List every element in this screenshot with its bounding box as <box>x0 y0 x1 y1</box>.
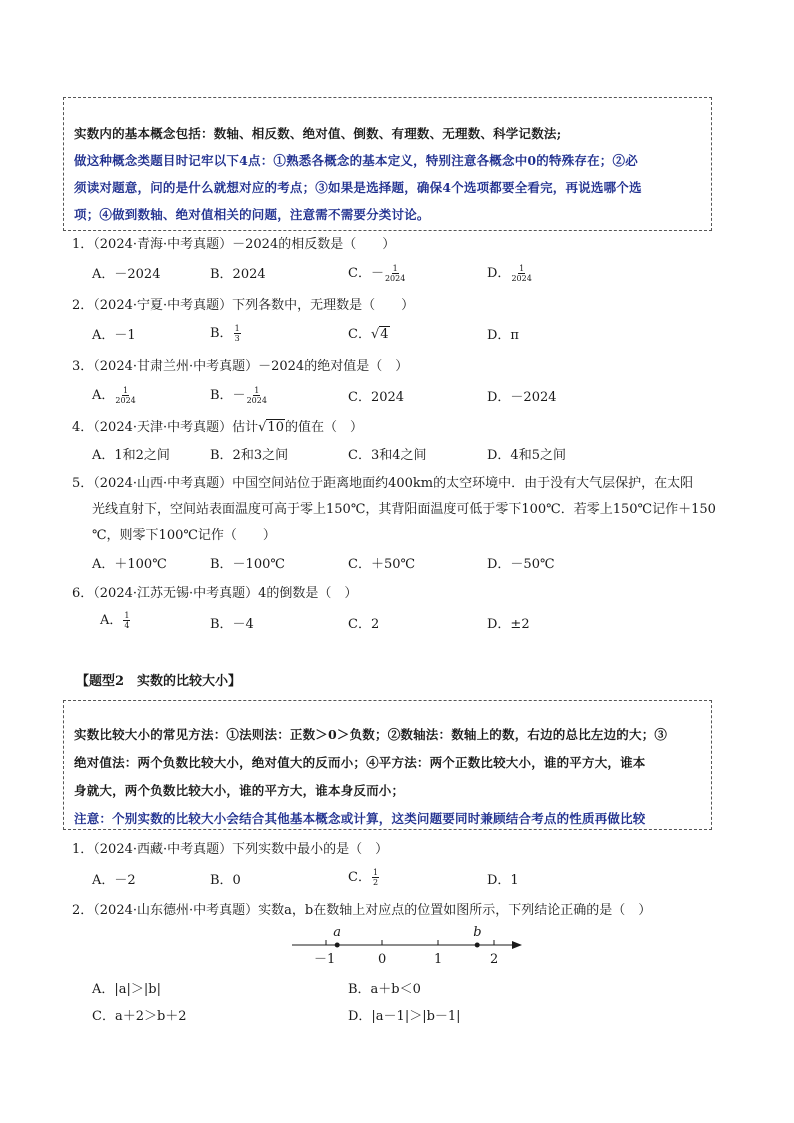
concept-tip-box <box>63 97 712 231</box>
q4-option-a[interactable]: A．1和2之间 <box>92 448 170 463</box>
s2q1-option-a[interactable]: A．－2 <box>92 873 136 888</box>
fraction: $\frac{1}{3}$ <box>234 324 240 343</box>
q3-option-c[interactable]: C．2024 <box>348 390 405 405</box>
fraction: $\frac{1}{2024}$ <box>511 264 532 283</box>
q6-option-a[interactable]: A． $\frac{1}{4}$ <box>100 611 130 630</box>
question-6-stem: 6．（2024·江苏无锡·中考真题）4的倒数是（ ） <box>72 586 358 601</box>
question-5-line-3: ℃，则零下100℃记作（ ） <box>92 528 276 543</box>
q4-option-c[interactable]: C．3和4之间 <box>348 448 427 463</box>
q1-option-c[interactable]: C．－ $\frac{1}{2024}$ <box>348 264 406 283</box>
question-5-line-2: 光线直射下，空间站表面温度可高于零上150℃，其背阳面温度可低于零下100℃．若零上150℃记作＋150 <box>92 502 716 517</box>
q5-option-b[interactable]: B．－100℃ <box>210 557 285 572</box>
s2q1-option-d[interactable]: D．1 <box>487 873 519 888</box>
s2q2-option-d[interactable]: D．|a－1|＞|b－1| <box>348 1009 461 1024</box>
arrow-icon <box>512 941 522 949</box>
q4-option-b[interactable]: B．2和3之间 <box>210 448 289 463</box>
s2q1-option-b[interactable]: B．0 <box>210 873 241 888</box>
q5-option-a[interactable]: A．＋100℃ <box>92 557 167 572</box>
sqrt-symbol: √4 <box>370 327 389 342</box>
tip-line-2: 绝对值法：两个负数比较大小，绝对值大的反而小；④平方法：两个正数比较大小，谁的平方大，谁本 <box>74 755 646 770</box>
point-a <box>335 943 340 948</box>
q3-option-a[interactable]: A． $\frac{1}{2024}$ <box>92 386 136 405</box>
point-b <box>475 943 480 948</box>
question-2-stem: 2．（2024·宁夏·中考真题）下列各数中，无理数是（ ） <box>72 298 415 313</box>
tick-label-m1: －1 <box>314 952 336 967</box>
tip-line-4: 项；④做到数轴、绝对值相关的问题，注意需不需要分类讨论。 <box>74 207 430 222</box>
q6-option-b[interactable]: B．－4 <box>210 617 254 632</box>
question-3-stem: 3．（2024·甘肃兰州·中考真题）－2024的绝对值是（ ） <box>72 359 409 374</box>
tick-label-1: 1 <box>434 952 443 967</box>
s2q2-option-b[interactable]: B．a＋b＜0 <box>348 982 421 997</box>
tip-line-1: 实数内的基本概念包括：数轴、相反数、绝对值、倒数、有理数、无理数、科学记数法; <box>74 126 562 141</box>
label-b: b <box>473 925 482 940</box>
q6-option-c[interactable]: C．2 <box>348 617 380 632</box>
sqrt-symbol: √10 <box>258 420 284 435</box>
tip-line-2: 做这种概念类题目时记牢以下4点：①熟悉各概念的基本定义，特别注意各概念中0的特殊存在；②必 <box>74 153 638 168</box>
s2q2-option-a[interactable]: A．|a|＞|b| <box>92 982 161 997</box>
fraction: $\frac{1}{2024}$ <box>246 386 267 405</box>
tip-line-1: 实数比较大小的常见方法：①法则法：正数＞0＞负数；②数轴法：数轴上的数，右边的总比左边的大；③ <box>74 727 668 742</box>
method-tip-box <box>63 700 712 830</box>
section-heading: 【题型2 实数的比较大小】 <box>76 674 242 689</box>
tip-line-3: 身就大，两个负数比较大小，谁的平方大，谁本身反而小； <box>74 783 405 798</box>
tip-line-3: 须读对题意，问的是什么就想对应的考点；③如果是选择题，确保4个选项都要全看完，再说选哪个选 <box>74 180 642 195</box>
s2q1-option-c[interactable]: C． $\frac{1}{2}$ <box>348 868 379 887</box>
tick-label-0: 0 <box>378 952 387 967</box>
q1-option-b[interactable]: B．2024 <box>210 267 266 282</box>
q3-option-b[interactable]: B．－ $\frac{1}{2024}$ <box>210 386 267 405</box>
fraction: $\frac{1}{2}$ <box>372 868 379 887</box>
q5-option-c[interactable]: C．＋50℃ <box>348 557 416 572</box>
fraction: $\frac{1}{4}$ <box>124 611 130 630</box>
q2-option-b[interactable]: B． $\frac{1}{3}$ <box>210 324 240 343</box>
tick-label-2: 2 <box>490 952 499 967</box>
question-s2-2-stem: 2．（2024·山东德州·中考真题）实数a，b在数轴上对应点的位置如图所示，下列结论正确的是（ ） <box>72 903 652 918</box>
tip-line-4: 注意：个别实数的比较大小会结合其他基本概念或计算，这类问题要同时兼顾结合考点的性质再做比较 <box>74 811 646 826</box>
q1-option-d[interactable]: D． $\frac{1}{2024}$ <box>487 264 532 283</box>
question-s2-1-stem: 1．（2024·西藏·中考真题）下列实数中最小的是（ ） <box>72 842 389 857</box>
q4-option-d[interactable]: D．4和5之间 <box>487 448 566 463</box>
question-5-line-1: 5．（2024·山西·中考真题）中国空间站位于距离地面约400km的太空环境中．由于没有大气层保护，在太阳 <box>72 476 694 491</box>
question-1-stem: 1．（2024·青海·中考真题）－2024的相反数是（ ） <box>72 237 396 252</box>
q6-option-d[interactable]: D．±2 <box>487 617 530 632</box>
fraction: $\frac{1}{2024}$ <box>115 386 136 405</box>
fraction: $\frac{1}{2024}$ <box>384 264 406 283</box>
q2-option-a[interactable]: A．－1 <box>92 328 136 343</box>
q2-option-d[interactable]: D．π <box>487 328 519 343</box>
q2-option-c[interactable]: C．√4 <box>348 327 389 342</box>
q3-option-d[interactable]: D．－2024 <box>487 390 557 405</box>
number-line-figure <box>290 925 530 969</box>
label-a: a <box>333 925 341 940</box>
s2q2-option-c[interactable]: C．a＋2＞b＋2 <box>92 1009 187 1024</box>
q1-option-a[interactable]: A．－2024 <box>92 267 161 282</box>
question-4-stem: 4．（2024·天津·中考真题）估计√10的值在（ ） <box>72 420 363 435</box>
q5-option-d[interactable]: D．－50℃ <box>487 557 555 572</box>
